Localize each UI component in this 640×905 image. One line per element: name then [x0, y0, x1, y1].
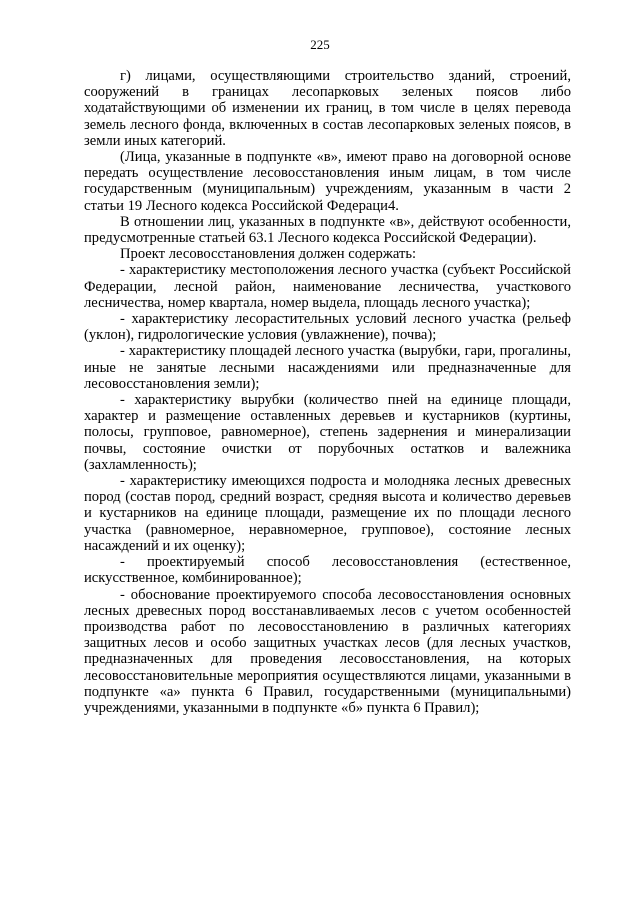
list-item-justification: - обоснование проектируемого способа лесовосстановления основных лесных древесных пород восстанавливаемых лесов с учетом особенностей производства работ по лесовосстановлению в различных категориях защитных лесов и особо защитных участках лесов (для лесных участков, предназначенных для проведения лесовосстановления, на которых лесовосстановительные мероприятия осуществляются лицами, указанными в подпункте «а» пункта 6 Правил, государственными (муниципальными) учреждениями, указанными в подпункте «б» пункта 6 Правил); — [84, 586, 571, 716]
page-number: 225 — [310, 37, 330, 52]
list-item-areas: - характеристику площадей лесного участка (вырубки, гари, прогалины, иные не занятые лесными насаждениями или предназначенные для лесовосстановления земли); — [84, 343, 571, 392]
list-item-method: - проектируемый способ лесовосстановления (естественное, искусственное, комбинированное); — [84, 554, 571, 587]
paragraph-project-contents: Проект лесовосстановления должен содержать: — [120, 246, 417, 263]
list-item-undergrowth: - характеристику имеющихся подроста и молодняка лесных древесных пород (состав пород, средний возраст, средняя высота и количество деревьев и кустарников на единице площади, размещение их по площади лесного участка (равномерное, неравномерное, групповое), состояние лесных насаждений и их оценку); — [84, 473, 571, 554]
paragraph-item-g: г) лицами, осуществляющими строительство зданий, строений, сооружений в границах лесопарковых зеленых поясов либо ходатайствующими об изменении их границ, в том числе в целях перевода земель лесного фонда, включенных в состав лесопарковых зеленых поясов, в земли иных категорий. — [84, 68, 571, 149]
paragraph-note-persons: (Лица, указанные в подпункте «в», имеют право на договорной основе передать осуществление лесовосстановления иным лицам, в том числе государственным (муниципальным) учреждениям, указанным в части 2 статьи 19 Лесного кодекса Российской Федераци4. — [84, 149, 571, 214]
list-item-clearing: - характеристику вырубки (количество пней на единице площади, характер и размещение оставленных деревьев и кустарников (куртины, полосы, групповое, равномерное), степень задернения и минерализации почвы, состояние очистки от порубочных остатков и валежника (захламленность); — [84, 392, 571, 473]
list-item-location: - характеристику местоположения лесного участка (субъект Российской Федерации, лесной район, наименование лесничества, участкового лесничества, номер квартала, номер выдела, площадь лесного участка); — [84, 262, 571, 311]
list-item-growing-conditions: - характеристику лесорастительных условий лесного участка (рельеф (уклон), гидрологические условия (увлажнение), почва); — [84, 311, 571, 344]
paragraph-note-features: В отношении лиц, указанных в подпункте «в», действуют особенности, предусмотренные статьей 63.1 Лесного кодекса Российской Федерации). — [84, 213, 571, 247]
document-body — [84, 68, 571, 716]
